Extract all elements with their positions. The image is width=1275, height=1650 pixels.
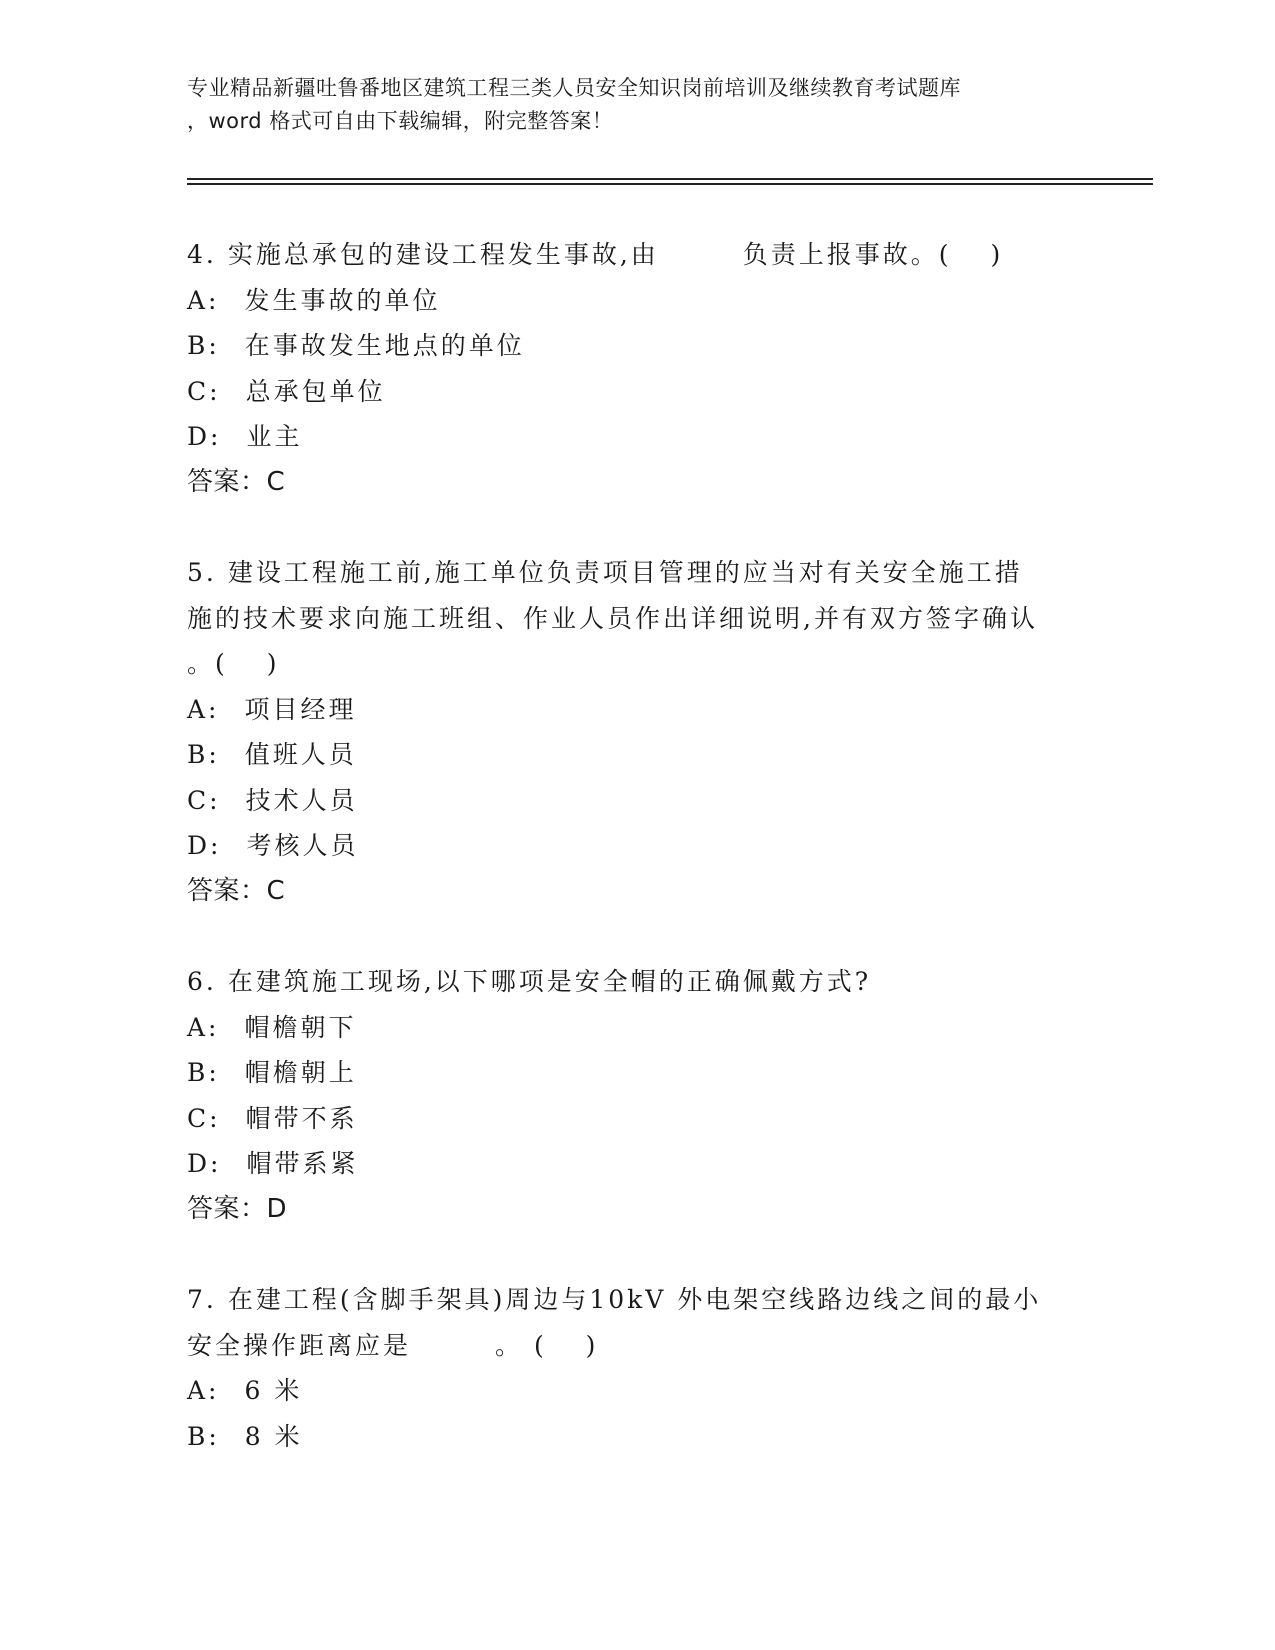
option-a	[187, 1005, 1087, 1051]
option-b	[187, 323, 1087, 369]
question-4	[187, 232, 1087, 505]
question-stem: 建设工程施工前,施工单位负责项目管理的应当对有关安全施工措	[227, 558, 1023, 587]
option-c	[187, 778, 1087, 824]
option-text: 项目经理	[244, 694, 357, 724]
option-letter: A:	[187, 1012, 220, 1042]
question-line	[187, 959, 1087, 1005]
header-title-line-2: ，word 格式可自由下载编辑，附完整答案！	[187, 109, 614, 133]
header-divider-bottom	[187, 183, 1153, 185]
question-line: 安全操作距离应是 。 ( )	[187, 1330, 599, 1360]
question-7	[187, 1277, 1087, 1459]
option-letter: A:	[187, 285, 220, 315]
option-text: 技术人员	[245, 785, 358, 815]
option-text: 在事故发生地点的单位	[244, 331, 525, 360]
question-text	[187, 232, 1087, 278]
option-letter: A:	[187, 1376, 220, 1405]
question-line	[187, 1277, 1087, 1323]
option-letter: B:	[187, 331, 220, 360]
option-d	[187, 823, 1087, 869]
question-5	[187, 550, 1087, 914]
option-text: 8 米	[244, 1421, 303, 1451]
option-letter: A:	[187, 694, 220, 724]
question-text	[187, 550, 1087, 687]
question-text	[187, 959, 1087, 1005]
option-b	[187, 1414, 1087, 1460]
header-title-line-1: 专业精品新疆吐鲁番地区建筑工程三类人员安全知识岗前培训及继续教育考试题库	[187, 76, 961, 100]
option-text: 6 米	[244, 1376, 303, 1405]
option-letter: D:	[187, 1149, 222, 1178]
option-letter: B:	[187, 740, 220, 769]
question-number: 7.	[187, 1285, 217, 1314]
option-b	[187, 1050, 1087, 1096]
option-c	[187, 1096, 1087, 1142]
question-stem: 在建工程(含脚手架具)周边与10kV 外电架空线路边线之间的最小	[227, 1285, 1042, 1314]
answer-line: 答案：C	[187, 466, 286, 497]
option-b	[187, 732, 1087, 778]
option-text: 帽带不系	[245, 1103, 358, 1133]
question-text	[187, 1277, 1087, 1368]
option-text: 业主	[246, 422, 303, 451]
question-number: 4.	[187, 240, 217, 269]
option-a	[187, 687, 1087, 733]
option-letter: D:	[187, 831, 222, 860]
option-letter: D:	[187, 422, 222, 451]
question-stem: 实施总承包的建设工程发生事故,由 负责上报事故。( )	[227, 240, 1004, 269]
option-c	[187, 369, 1087, 415]
option-text: 发生事故的单位	[244, 285, 441, 315]
question-6	[187, 959, 1087, 1232]
option-text: 帽檐朝下	[244, 1012, 357, 1042]
option-d	[187, 414, 1087, 460]
option-letter: B:	[187, 1421, 220, 1451]
option-text: 帽檐朝上	[244, 1058, 357, 1087]
answer-line: 答案：D	[187, 1193, 288, 1224]
option-text: 总承包单位	[245, 376, 386, 406]
option-d	[187, 1141, 1087, 1187]
question-stem: 在建筑施工现场,以下哪项是安全帽的正确佩戴方式?	[227, 967, 872, 996]
option-text: 帽带系紧	[246, 1149, 359, 1178]
question-line: 。( )	[187, 649, 280, 678]
question-line: 施的技术要求向施工班组、作业人员作出详细说明,并有双方签字确认	[187, 603, 1038, 633]
answer-line: 答案：C	[187, 875, 286, 906]
question-line	[187, 550, 1087, 596]
question-line	[187, 232, 1087, 278]
option-letter: B:	[187, 1058, 220, 1087]
question-list	[187, 232, 1087, 1504]
document-header	[187, 72, 1087, 138]
question-number: 6.	[187, 967, 217, 996]
question-number: 5.	[187, 558, 217, 587]
header-divider-top	[187, 178, 1153, 180]
option-text: 考核人员	[246, 831, 359, 860]
option-text: 值班人员	[244, 740, 357, 769]
option-letter: C:	[187, 376, 221, 406]
option-a	[187, 278, 1087, 324]
option-letter: C:	[187, 785, 221, 815]
option-a	[187, 1368, 1087, 1414]
option-letter: C:	[187, 1103, 221, 1133]
